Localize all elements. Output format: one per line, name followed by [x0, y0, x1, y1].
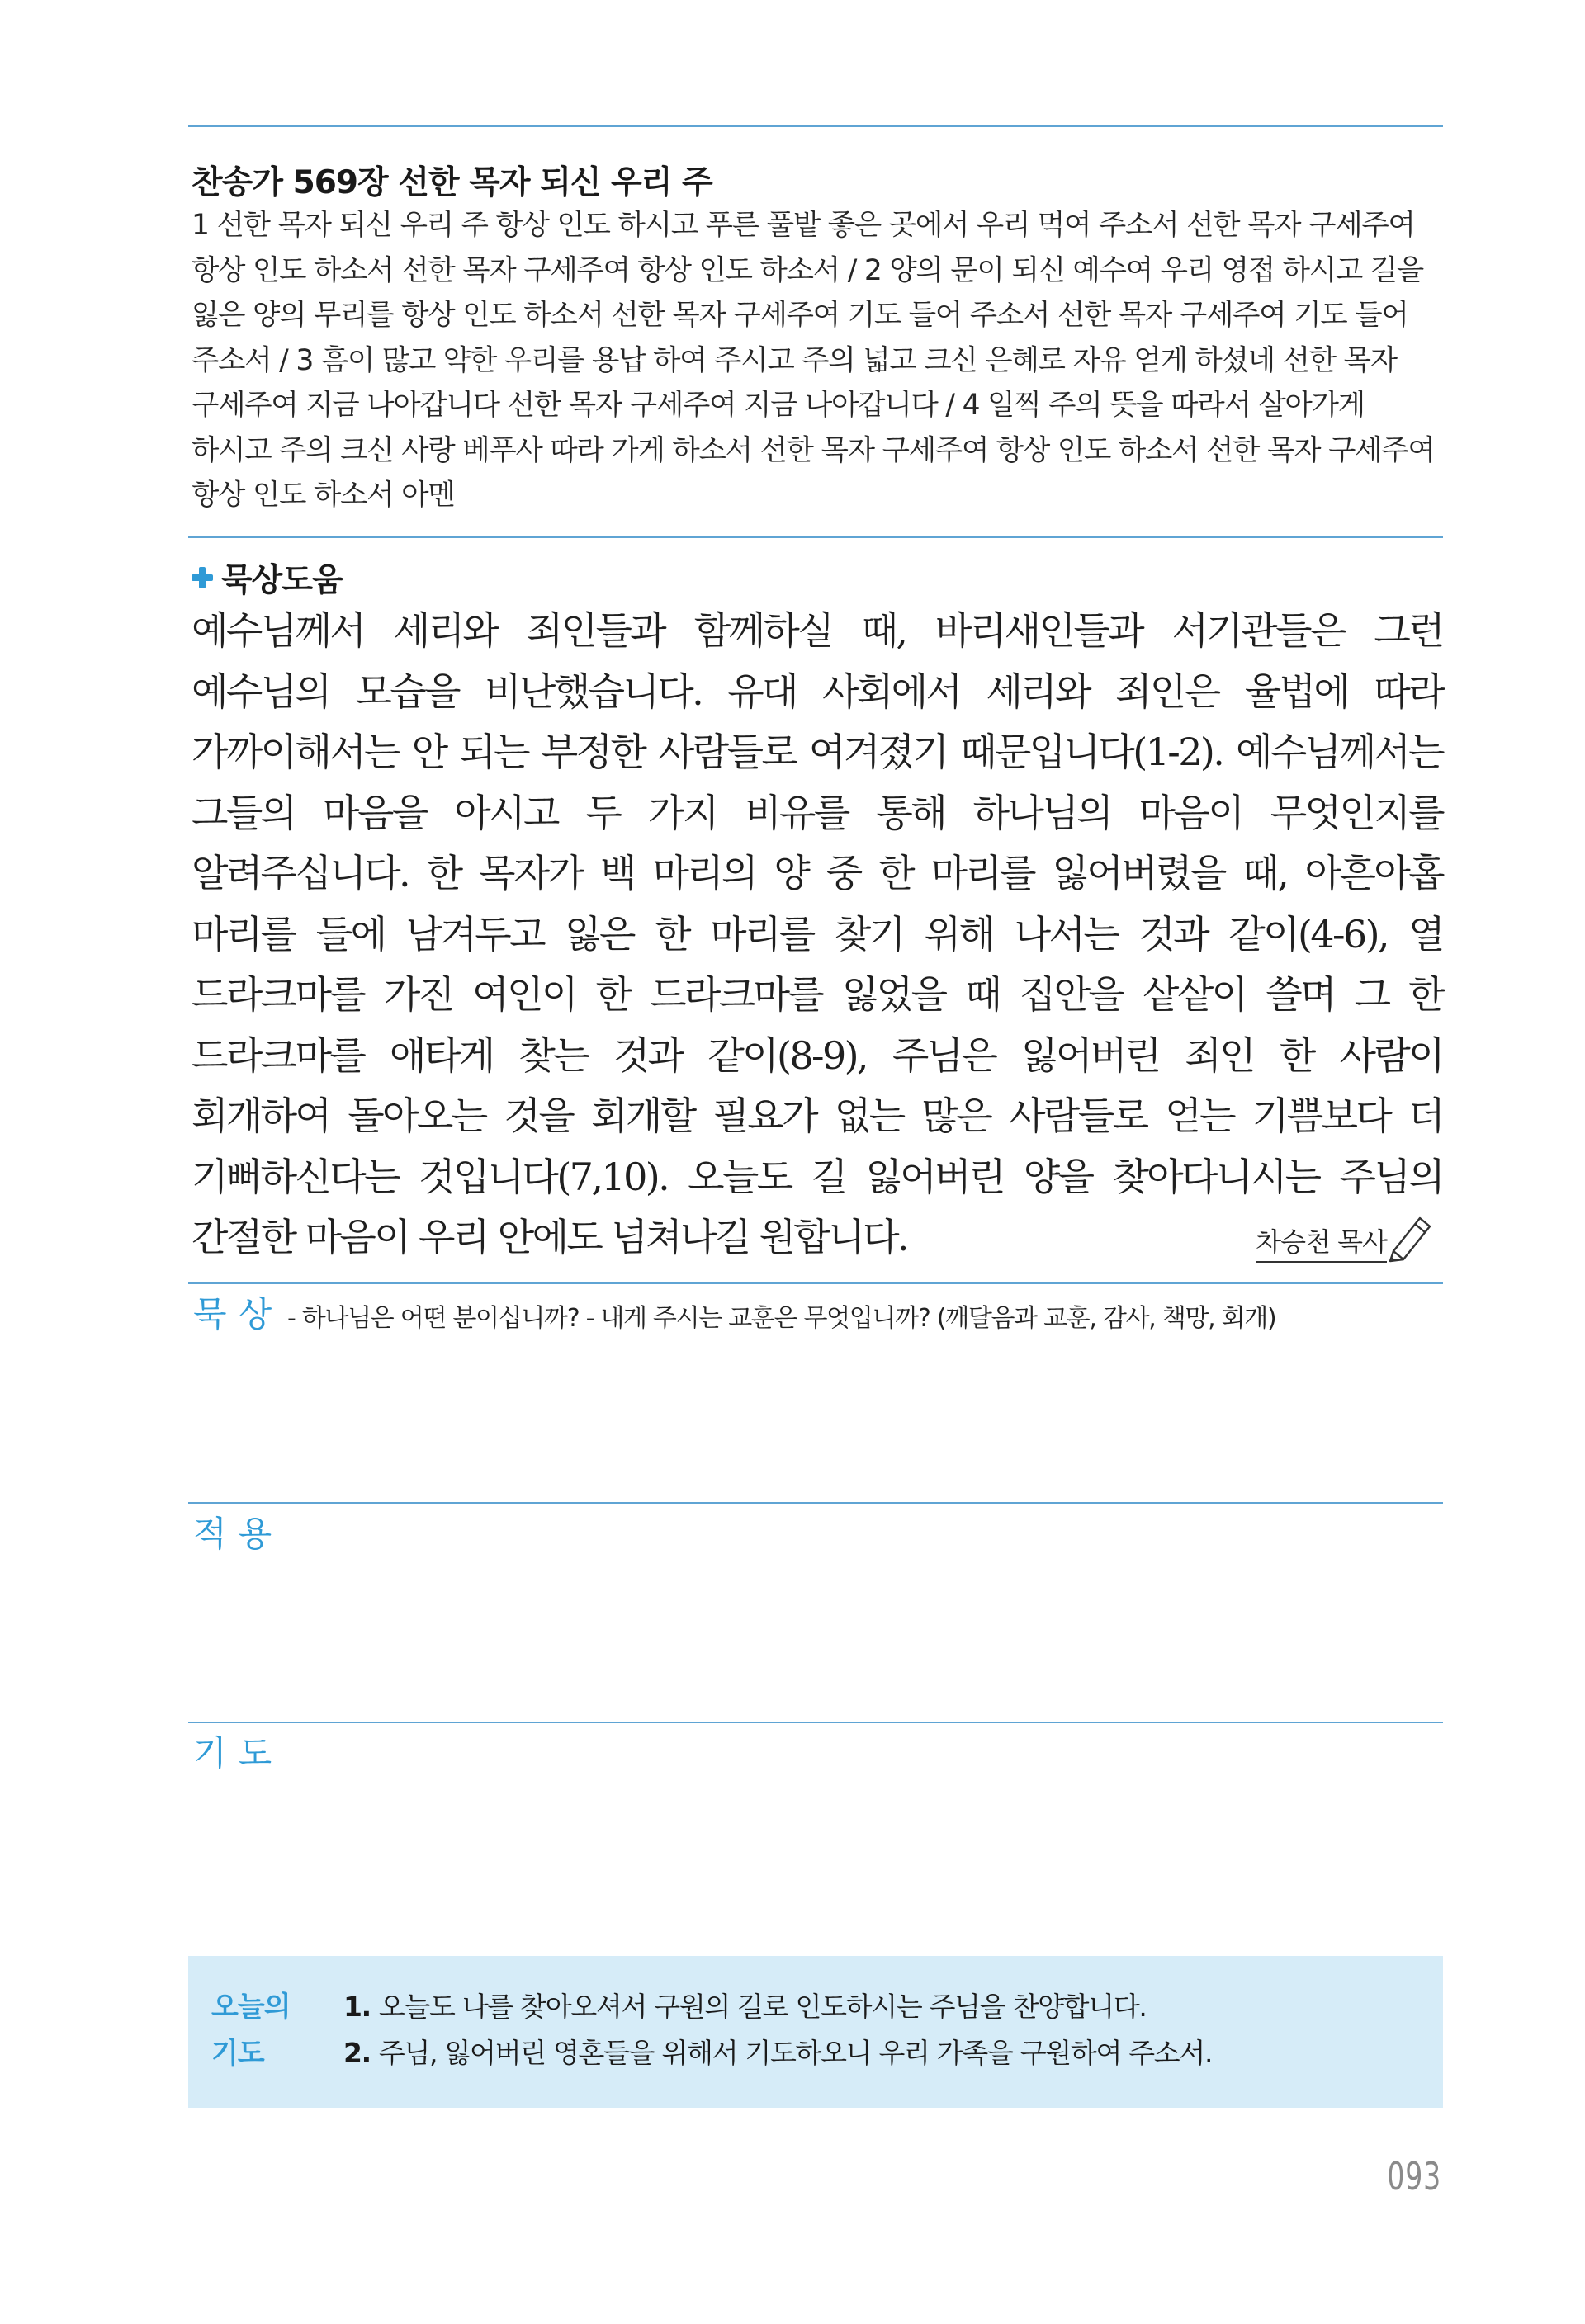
meditation-heading	[192, 555, 343, 601]
prayer-item-number: 1.	[343, 1991, 371, 2023]
prayer-label-line1: 오늘의	[211, 1991, 291, 2024]
prayer-item-text: 주님, 잃어버린 영혼들을 위해서 기도하오니 우리 가족을 구원하여 주소서.	[378, 2037, 1213, 2069]
meditate-questions: - 하나님은 어떤 분이십니까? - 내게 주시는 교훈은 무엇입니까? (깨달음과 교훈, 감사, 책망, 회개)	[287, 1304, 1276, 1333]
pencil-icon	[1382, 1210, 1436, 1263]
apply-rule	[188, 1502, 1443, 1504]
prayer-items	[343, 1984, 1212, 2076]
top-rule	[188, 125, 1443, 127]
author-signature	[1156, 1210, 1436, 1263]
prayer-item-text: 오늘도 나를 찾아오셔서 구원의 길로 인도하시는 주님을 찬양합니다.	[378, 1991, 1147, 2023]
todays-prayer-box	[188, 1956, 1443, 2108]
prayer-label-line2: 기도	[211, 2037, 264, 2070]
hymn-bottom-rule	[188, 536, 1443, 538]
prayer-item	[343, 2030, 1212, 2076]
plus-icon	[192, 567, 213, 588]
meditation-body: 예수님께서 세리와 죄인들과 함께하실 때, 바리새인들과 서기관들은 그런 예수님의 모습을 비난했습니다. 유대 사회에서 세리와 죄인은 율법에 따라 가까이해서는 안 되는 부정한 사람들로 여겨졌기 때문입니다(1-2). 예수님께서는 그들의 마음을 아시고 두 가지 비유를 통해 하나님의 마음이 무엇인지를 알려주십니다. 한 목자가 백 마리의 양 중 한 마리를 잃어버렸을 때, 아흔아홉 마리를 들에 남겨두고 잃은 한 마리를 찾기 위해 나서는 것과 같이(4-6), 열 드라크마를 가진 여인이 한 드라크마를 잃었을 때 집안을 샅샅이 쓸며 그 한 드라크마를 애타게 찾는 것과 같이(8-9), 주님은 잃어버린 죄인 한 사람이 회개하여 돌아오는 것을 회개할 필요가 없는 많은 사람들로 얻는 기쁨보다 더 기뻐하신다는 것입니다(7,10). 오늘도 길 잃어버린 양을 찾아다니시는 주님의 간절한 마음이 우리 안에도 넘쳐나길 원합니다.	[192, 608, 1443, 1259]
meditate-label: 묵상	[193, 1294, 284, 1334]
hymn-title: 찬송가 569장 선한 목자 되신 우리 주	[192, 164, 712, 201]
apply-label: 적용	[193, 1514, 284, 1554]
prayer-item	[343, 1984, 1212, 2030]
author-name: 차승천 목사	[1256, 1221, 1387, 1263]
pray-label: 기도	[193, 1733, 284, 1774]
meditate-rule	[188, 1282, 1443, 1284]
todays-prayer-label	[211, 1984, 310, 2076]
page-number: 093	[1387, 2154, 1441, 2199]
pray-rule	[188, 1722, 1443, 1723]
meditation-title: 묵상도움	[221, 562, 343, 599]
hymn-lyrics: 1 선한 목자 되신 우리 주 항상 인도 하시고 푸른 풀밭 좋은 곳에서 우리 먹여 주소서 선한 목자 구세주여 항상 인도 하소서 선한 목자 구세주여 항상 인도 하소서 / 2 양의 문이 되신 예수여 우리 영접 하시고 길을 잃은 양의 무리를 항상 인도 하소서 선한 목자 구세주여 기도 들어 주소서 선한 목자 구세주여 기도 들어 주소서 / 3 흠이 많고 약한 우리를 용납 하여 주시고 주의 넓고 크신 은혜로 자유 얻게 하셨네 선한 목자 구세주여 지금 나아갑니다 선한 목자 구세주여 지금 나아갑니다 / 4 일찍 주의 뜻을 따라서 살아가게 하시고 주의 크신 사랑 베푸사 따라 가게 하소서 선한 목자 구세주여 항상 인도 하소서 선한 목자 구세주여 항상 인도 하소서 아멘	[192, 209, 1435, 512]
prayer-item-number: 2.	[343, 2037, 371, 2069]
